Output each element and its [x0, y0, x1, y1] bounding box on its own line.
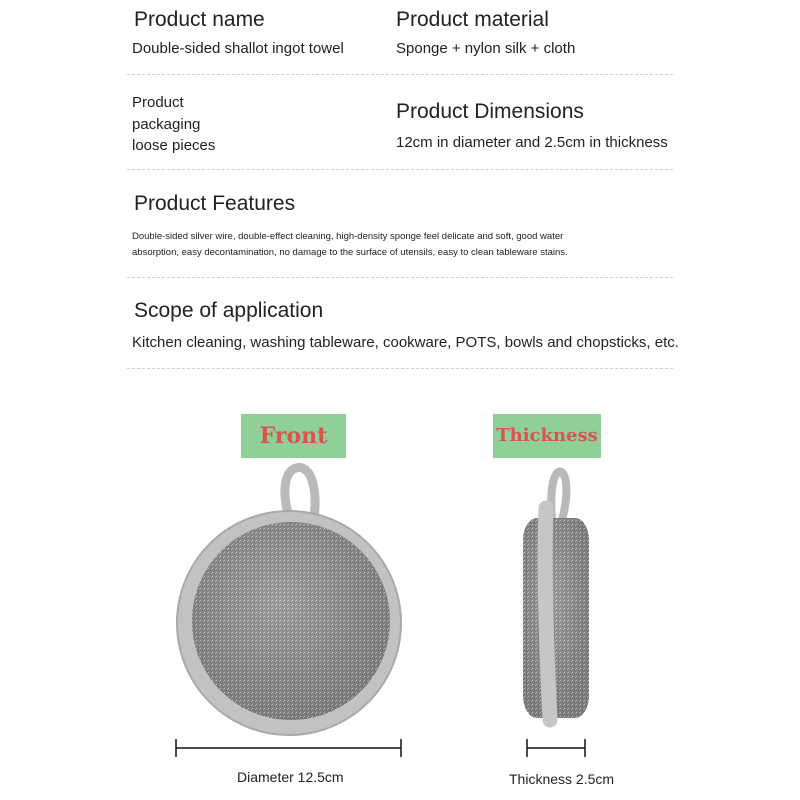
- thickness-caption: Thickness 2.5cm: [509, 771, 615, 787]
- thickness-marker: [527, 739, 585, 757]
- packaging-line-3: loose pieces: [132, 137, 216, 154]
- diameter-caption: Diameter 12.5cm: [237, 769, 344, 785]
- diameter-marker: [176, 739, 401, 757]
- face-shading: [192, 522, 390, 720]
- side-fabric-border: [545, 508, 550, 720]
- side-sponge-image: [523, 472, 589, 720]
- scope-value: Kitchen cleaning, washing tableware, cookware, POTS, bowls and chopsticks, etc.: [132, 334, 679, 351]
- front-label: Front: [241, 414, 346, 458]
- product-material-heading: Product material: [396, 8, 549, 31]
- product-name-heading: Product name: [134, 8, 265, 31]
- side-hanging-loop: [551, 472, 566, 520]
- scope-heading: Scope of application: [134, 299, 324, 322]
- front-sponge-image: [177, 468, 401, 735]
- product-name-value: Double-sided shallot ingot towel: [132, 40, 344, 57]
- product-dimensions-heading: Product Dimensions: [396, 100, 584, 123]
- packaging-line-1: Product: [132, 94, 184, 111]
- thickness-label: Thickness: [493, 414, 601, 458]
- features-line-2: absorption, easy decontamination, no damage to the surface of utensils, easy to clean tableware stains.: [132, 247, 568, 258]
- features-heading: Product Features: [134, 192, 296, 215]
- product-material-value: Sponge + nylon silk + cloth: [396, 40, 576, 57]
- packaging-line-2: packaging: [132, 116, 201, 133]
- features-line-1: Double-sided silver wire, double-effect cleaning, high-density sponge feel delicate and soft, good water: [132, 231, 564, 242]
- product-dimensions-value: 12cm in diameter and 2.5cm in thickness: [396, 134, 668, 151]
